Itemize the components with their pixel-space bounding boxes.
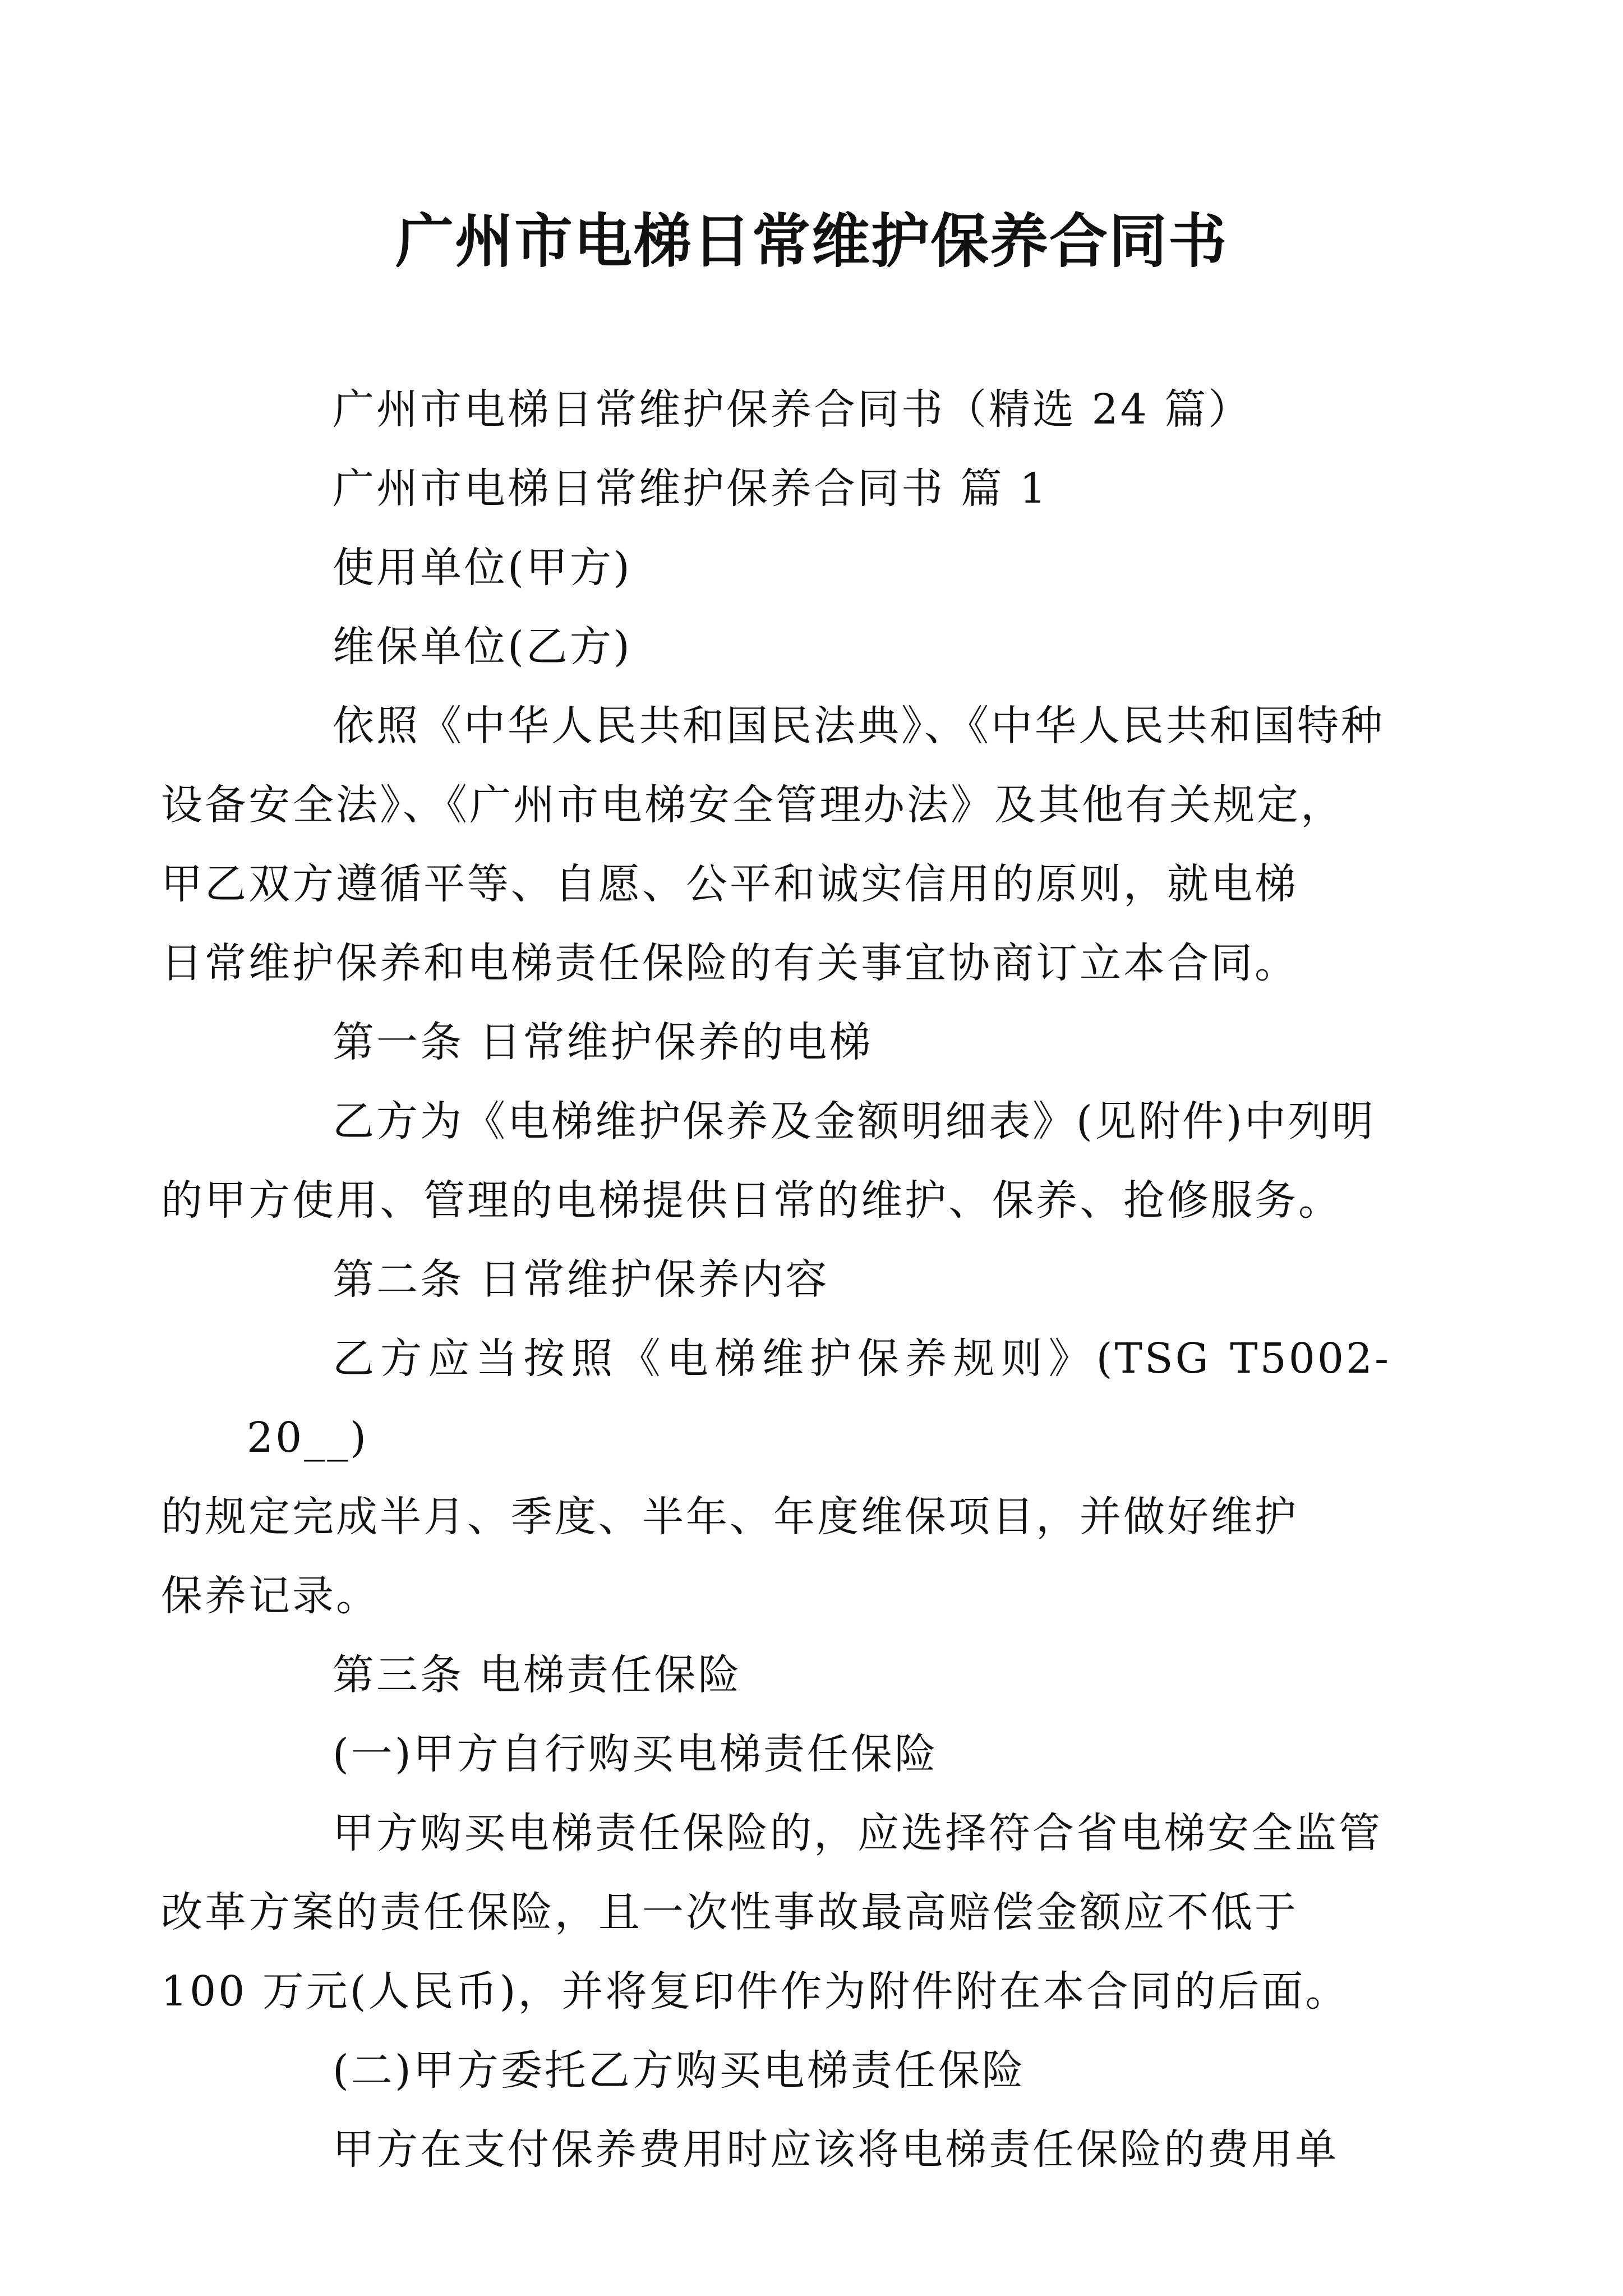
text-line: 广州市电梯日常维护保养合同书（精选 24 篇） bbox=[333, 385, 1252, 434]
paragraph-party-b bbox=[247, 608, 1391, 687]
article-3-item-1-heading bbox=[247, 1715, 1391, 1794]
article-3-item-2-body bbox=[247, 2110, 1391, 2189]
text-line: 100 万元(人民币)，并将复印件作为附件附在本合同的后面。 bbox=[161, 1967, 1349, 2016]
text-line: 甲方在支付保养费用时应该将电梯责任保险的费用单 bbox=[333, 2125, 1339, 2174]
article-3-item-1-body bbox=[161, 1794, 1391, 2031]
text-line: 甲乙双方遵循平等、自愿、公平和诚实信用的原则，就电梯 bbox=[161, 860, 1298, 908]
text-line: 保养记录。 bbox=[161, 1572, 380, 1620]
text-line: (一)甲方自行购买电梯责任保险 bbox=[333, 1730, 938, 1778]
paragraph-subtitle bbox=[247, 370, 1391, 449]
text-line: 日常维护保养和电梯责任保险的有关事宜协商订立本合同。 bbox=[161, 939, 1298, 987]
text-line: 的规定完成半月、季度、半年、年度维保项目，并做好维护 bbox=[161, 1493, 1298, 1541]
article-3-heading bbox=[247, 1636, 1391, 1715]
text-line: 第二条 日常维护保养内容 bbox=[333, 1255, 829, 1304]
text-line: 改革方案的责任保险，且一次性事故最高赔偿金额应不低于 bbox=[161, 1888, 1298, 1936]
text-line: 乙方应当按照《电梯维护保养规则》(TSG T5002-20__) bbox=[247, 1335, 1391, 1462]
article-1-body bbox=[161, 1082, 1391, 1240]
text-line: 第三条 电梯责任保险 bbox=[333, 1651, 742, 1699]
text-line: (二)甲方委托乙方购买电梯责任保险 bbox=[333, 2046, 1026, 2095]
text-line: 的甲方使用、管理的电梯提供日常的维护、保养、抢修服务。 bbox=[161, 1176, 1342, 1225]
article-2-body bbox=[161, 1319, 1391, 1636]
article-2-heading bbox=[247, 1240, 1391, 1319]
text-line: 维保单位(乙方) bbox=[333, 623, 632, 671]
text-line: 甲方购买电梯责任保险的，应选择符合省电梯安全监管 bbox=[333, 1809, 1382, 1857]
article-1-heading bbox=[247, 1003, 1391, 1082]
text-line: 乙方为《电梯维护保养及金额明细表》(见附件)中列明 bbox=[333, 1097, 1376, 1145]
document-body bbox=[161, 370, 1391, 2189]
paragraph-basis bbox=[161, 687, 1391, 1003]
paragraph-section-heading bbox=[247, 449, 1391, 528]
text-line: 依照《中华人民共和国民法典》、《中华人民共和国特种 bbox=[333, 702, 1385, 750]
text-line: 使用单位(甲方) bbox=[333, 544, 632, 592]
article-3-item-2-heading bbox=[247, 2031, 1391, 2110]
document-title: 广州市电梯日常维护保养合同书 bbox=[395, 206, 1228, 275]
paragraph-party-a bbox=[247, 528, 1391, 608]
text-line: 设备安全法》、《广州市电梯安全管理办法》及其他有关规定， bbox=[161, 781, 1344, 829]
text-line: 第一条 日常维护保养的电梯 bbox=[333, 1018, 873, 1066]
text-line: 广州市电梯日常维护保养合同书 篇 1 bbox=[333, 464, 1049, 513]
